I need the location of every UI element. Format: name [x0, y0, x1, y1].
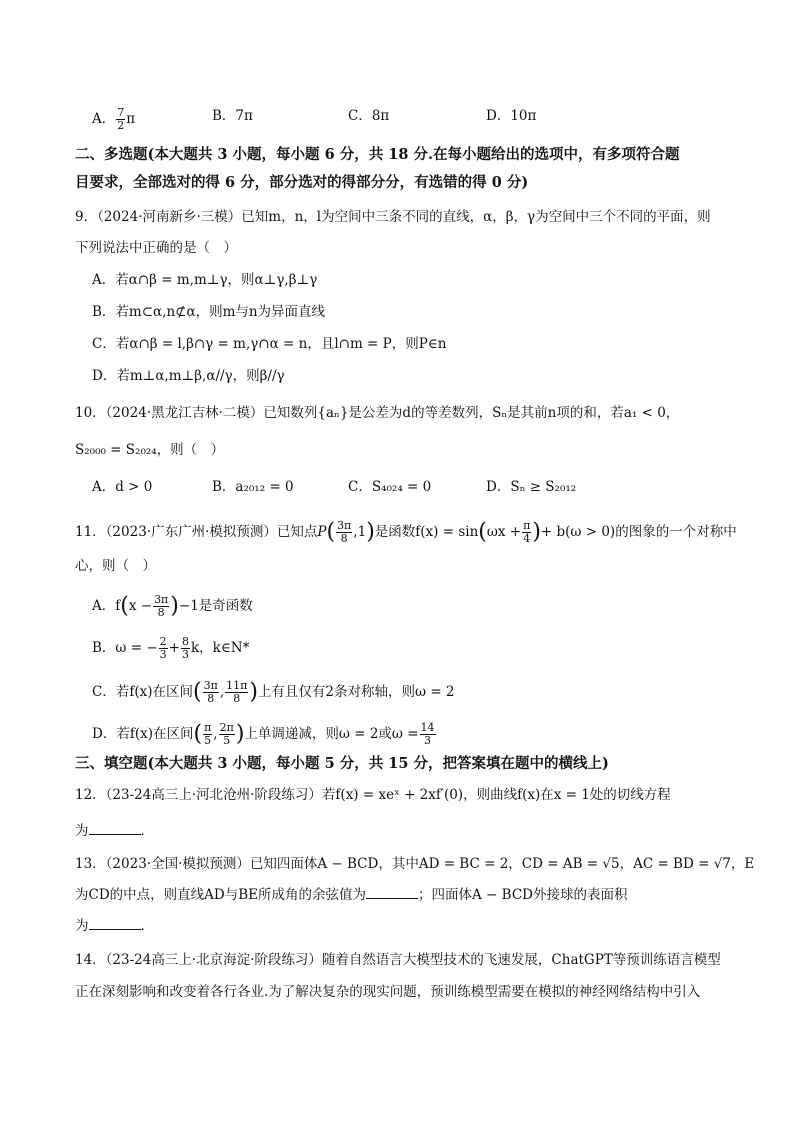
- option-prefix: B．ω = −: [92, 640, 158, 656]
- fraction-denominator: 5: [204, 734, 212, 747]
- q10-option-a: A．d > 0: [92, 479, 153, 495]
- q13-stem-line1: 13．（2023·全国·模拟预测）已知四面体A − BCD，其中AD = BC = 2，CD = AB = √5，AC = BD = √7，E: [75, 856, 755, 872]
- q10-stem-line1: 10．（2024·黑龙江吉林·二模）已知数列{aₙ}是公差为d的等差数列，Sₙ是其前n项的和，若a₁ < 0，: [75, 405, 680, 421]
- q11-mid: 是函数: [374, 524, 416, 540]
- paren-open: (: [478, 519, 487, 545]
- q10-option-b: B．a₂₀₁₂ = 0: [212, 479, 294, 495]
- q10-stem-line2: S₂₀₀₀ = S₂₀₂₄，则（ ）: [75, 442, 225, 458]
- option-suffix: π: [126, 111, 136, 127]
- fraction-denominator: 2: [117, 119, 125, 132]
- q10-option-d: D．Sₙ ≥ S₂₀₁₂: [486, 479, 577, 495]
- option-post: k，k∈N*: [190, 640, 250, 656]
- stem-suffix: ．: [140, 823, 154, 839]
- fraction-denominator: 3: [424, 734, 432, 747]
- answer-blank[interactable]: [366, 886, 418, 899]
- option-mid: 上单调递减，则ω = 2或ω =: [244, 726, 419, 742]
- q8-option-d: D．10π: [486, 108, 537, 124]
- fraction: [153, 594, 169, 619]
- fraction-numerator: 14: [420, 721, 435, 734]
- fraction-denominator: 8: [207, 692, 215, 705]
- paren-close: ): [170, 593, 179, 619]
- q8-option-c: C．8π: [348, 108, 390, 124]
- fraction-denominator: 5: [223, 734, 231, 747]
- q9-stem-line1: 9．（2024·河南新乡·三模）已知m，n，l为空间中三条不同的直线，α，β，γ为空间中三个不同的平面，则: [75, 209, 711, 225]
- option-prefix: A．f: [92, 598, 121, 614]
- q11-option-d: D．若f(x)在区间( $\frac{\pi}{5}$ , $\frac{2\pi}{5}$ )上单调递减，则ω = 2或ω = $\frac{14}{3}$: [92, 721, 435, 747]
- q14-stem-line1: 14．（23-24高三上·北京海淀·阶段练习）随着自然语言大模型技术的飞速发展，ChatGPT等预训练语言模型: [75, 952, 721, 968]
- q11-stem-line2: 心，则（ ）: [75, 558, 156, 574]
- fraction: [225, 680, 248, 705]
- fraction-numerator: 2π: [219, 721, 234, 734]
- option-mid: +: [168, 640, 180, 656]
- paren-close: ): [235, 721, 245, 747]
- q9-option-a: A．若α∩β = m,m⊥γ，则α⊥γ,β⊥γ: [92, 272, 318, 288]
- stem-prefix: 为: [75, 823, 89, 839]
- point-rest: ,1: [353, 524, 367, 540]
- stem-prefix: 为CD的中点，则直线AD与BE所成角的余弦值为: [75, 887, 367, 903]
- q8-option-b: B．7π: [212, 108, 253, 124]
- fraction-numerator: π: [523, 519, 531, 532]
- answer-blank[interactable]: [89, 917, 141, 930]
- fraction-denominator: 8: [233, 692, 241, 705]
- q9-stem-line2: 下列说法中正确的是（ ）: [75, 240, 237, 256]
- fraction-numerator: 3π: [154, 593, 169, 606]
- q8-option-a: [92, 107, 135, 132]
- section2-heading-line1: 二、多选题(本大题共 3 小题，每小题 6 分，共 18 分.在每小题给出的选项中，有多项符合题: [75, 146, 680, 163]
- fraction-denominator: 8: [340, 532, 348, 545]
- paren-open: (: [193, 721, 203, 747]
- fraction-numerator: π: [204, 721, 212, 734]
- fraction-numerator: 2: [159, 635, 167, 648]
- option-post: −1是奇函数: [178, 598, 253, 614]
- fraction: [203, 680, 219, 705]
- fraction: [203, 722, 212, 747]
- paren-open: (: [326, 519, 336, 545]
- q9-option-b: B．若m⊂α,n⊄α，则m与n为异面直线: [92, 304, 326, 320]
- option-prefix: C．若f(x)在区间: [92, 684, 193, 700]
- paren-open: (: [192, 679, 202, 705]
- option-inner: x −: [128, 598, 153, 614]
- q11-prefix: 11．（2023·广东广州·模拟预测）已知点: [75, 524, 318, 540]
- fraction: [336, 520, 352, 545]
- fraction: [522, 520, 531, 545]
- section3-heading: 三、填空题(本大题共 3 小题，每小题 5 分，共 15 分，把答案填在题中的横线上): [75, 755, 609, 772]
- fraction-denominator: 3: [159, 648, 167, 661]
- fraction: [159, 636, 168, 661]
- q9-option-c: C．若α∩β = l,β∩γ = m,γ∩α = n，且l∩m = P，则P∈n: [92, 336, 447, 352]
- stem-suffix: ；四面体A − BCD外接球的表面积: [418, 887, 628, 903]
- q12-stem-line1: 12．（23-24高三上·河北沧州·阶段练习）若f(x) = xeˣ + 2xf′(0)，则曲线f(x)在x = 1处的切线方程: [75, 787, 671, 803]
- stem-prefix: 为: [75, 918, 89, 934]
- fraction-denominator: 8: [157, 606, 165, 619]
- q10-option-c: C．S₄₀₂₄ = 0: [348, 479, 432, 495]
- option-label: A．: [92, 111, 116, 127]
- fraction: [181, 636, 190, 661]
- q12-stem-line2: [75, 822, 154, 840]
- fraction-numerator: 3π: [337, 519, 352, 532]
- q11-option-c: C．若f(x)在区间( $\frac{3\pi}{8}$ , $\frac{11\pi}{8}$ )上有且仅有2条对称轴，则ω = 2: [92, 679, 455, 705]
- fraction-numerator: 7: [117, 106, 125, 119]
- fraction: [420, 722, 436, 747]
- q14-stem-line2: 正在深刻影响和改变着各行各业.为了解决复杂的现实问题，预训练模型需要在模拟的神经网络结构中引入: [75, 984, 701, 1000]
- fraction: [116, 107, 125, 132]
- point-label: P: [317, 524, 327, 540]
- answer-blank[interactable]: [89, 822, 141, 835]
- q11-option-b: [92, 636, 249, 661]
- paren-close: ): [249, 679, 258, 705]
- q13-stem-line3: [75, 917, 154, 935]
- paren-close: ): [366, 519, 375, 545]
- fraction-numerator: 8: [181, 635, 189, 648]
- func-inner: ωx +: [486, 524, 522, 540]
- fraction-numerator: 11π: [226, 679, 248, 692]
- fraction-numerator: 3π: [203, 679, 218, 692]
- section2-heading-line2: 目要求，全部选对的得 6 分，部分选对的得部分分，有选错的得 0 分): [75, 174, 529, 191]
- func-left: f(x) = sin: [415, 524, 479, 540]
- paren-open: (: [120, 593, 129, 619]
- paren-close: ): [532, 519, 541, 545]
- q9-option-d: D．若m⊥α,m⊥β,α//γ，则β//γ: [92, 368, 285, 384]
- func-right: + b(ω > 0)的图象的一个对称中: [540, 524, 737, 540]
- stem-suffix: ．: [140, 918, 154, 934]
- fraction-denominator: 4: [523, 532, 531, 545]
- q11-option-a: [92, 594, 253, 619]
- fraction-denominator: 3: [181, 648, 189, 661]
- q13-stem-line2: [75, 886, 627, 904]
- q11-stem-line1: [75, 520, 737, 545]
- option-prefix: D．若f(x)在区间: [92, 726, 194, 742]
- option-post: 上有且仅有2条对称轴，则ω = 2: [257, 684, 455, 700]
- fraction: [219, 722, 235, 747]
